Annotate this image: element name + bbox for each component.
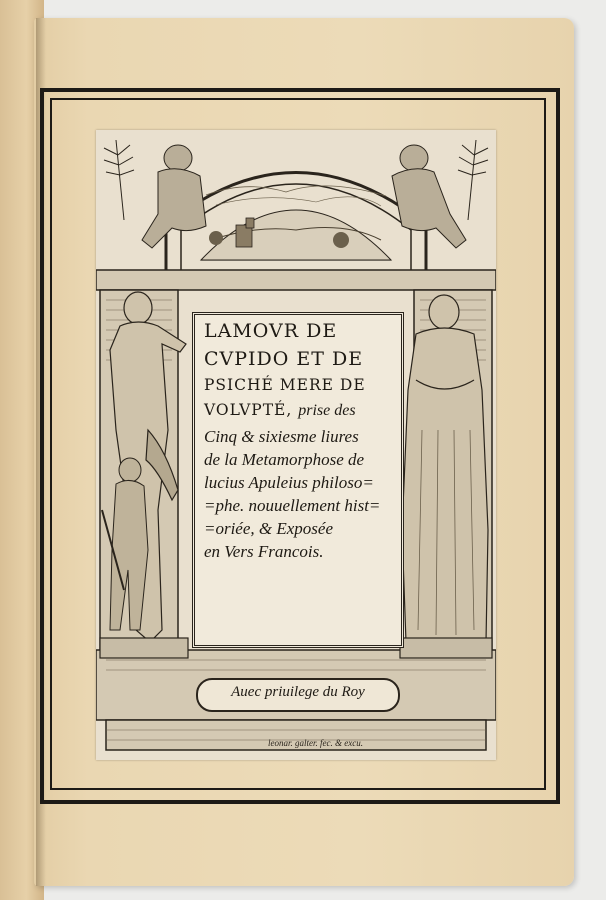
engraver-signature: leonar. galter. fec. & excu. <box>268 738 363 748</box>
subtitle-line-2: de la Metamorphose de <box>204 449 365 469</box>
title-line-2: CVPIDO ET DE <box>204 348 364 370</box>
privilege-text: Auec priuilege du Roy <box>231 684 365 700</box>
subtitle-line-5: =oriée, & Exposée <box>204 518 334 538</box>
title-line-3: PSICHÉ MERE DE <box>204 376 366 394</box>
title-line-4-italic: prise des <box>298 401 356 419</box>
title-line-4-caps: VOLVPTÉ, <box>204 400 293 419</box>
landscape-vignette <box>201 186 391 260</box>
subtitle-line-3: lucius Apuleius philoso= <box>204 472 374 492</box>
title-line-4 <box>204 400 394 419</box>
title-block <box>204 322 394 566</box>
title-line-1: LAMOVR DE <box>204 320 338 342</box>
subtitle-line-1: Cinq & sixiesme liures <box>204 426 359 446</box>
subtitle-line-4: =phe. nouuellement hist= <box>204 495 381 515</box>
psyche-figure <box>402 295 488 642</box>
subtitle-line-6: en Vers Francois. <box>204 541 324 561</box>
